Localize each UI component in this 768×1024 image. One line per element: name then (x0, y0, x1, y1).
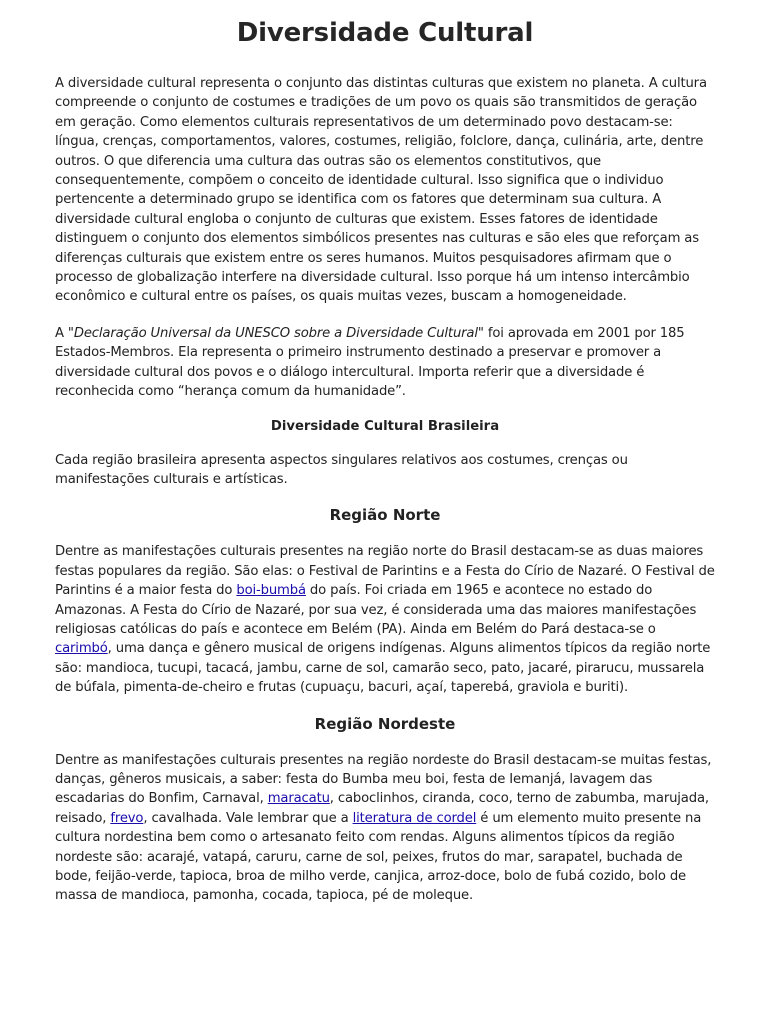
page-title: Diversidade Cultural (236, 18, 534, 48)
unesco-declaration-title: Declaração Universal da UNESCO sobre a Diversidade Cultural (73, 325, 478, 341)
maracatu-link[interactable]: maracatu (267, 791, 330, 807)
northeast-text-4: é um elemento muito presente na cultura nordestina bem como o artesanato feito com rendas. Alguns alimentos típicos da região nordeste são: acarajé, vatapá, caruru, carne de sol, peixes, frutos do mar, sarapatel, buchada de bode, feijão-verde, tapioca, broa de milho verde, canjica, arroz-doce, bolo de fubá cozido, bolo de massa de mandioca, pamonha, cocada, tapioca, pé de moleque. (55, 810, 702, 904)
boi-bumba-link[interactable]: boi-bumbá (236, 583, 306, 599)
region-north-heading: Região Norte (329, 506, 441, 525)
region-northeast-heading: Região Nordeste (314, 714, 456, 733)
intro-paragraph-2 (55, 324, 715, 402)
northeast-text-1: Dentre as manifestações culturais presentes na região nordeste do Brasil destacam-se muitas festas, danças, gêneros musicais, a saber: festa do Bumba meu boi, festa de Iemanjá, lavagem das escadarias do Bonfim, Carnaval, (55, 752, 712, 807)
carimbo-link[interactable]: carimbó (55, 641, 108, 657)
region-northeast-paragraph (55, 751, 715, 906)
northeast-text-3: , cavalhada. Vale lembrar que a (143, 810, 353, 826)
region-north-paragraph (55, 542, 715, 697)
brazil-diversity-heading: Diversidade Cultural Brasileira (270, 418, 500, 434)
frevo-link[interactable]: frevo (110, 810, 144, 826)
north-text-1: Dentre as manifestações culturais presentes na região norte do Brasil destacam-se as duas maiores festas populares da região. São elas: o Festival de Parintins e a Festa do Círio de Nazaré. O Festival de Parintins é a maior festa do (55, 544, 715, 599)
brazil-diversity-paragraph: Cada região brasileira apresenta aspectos singulares relativos aos costumes, crenças ou manifestações culturais e artísticas. (55, 452, 628, 487)
intro-paragraph-1: A diversidade cultural representa o conjunto das distintas culturas que existem no planeta. A cultura compreende o conjunto de costumes e tradições de um povo os quais são transmitidos de geração em geração. Como elementos culturais representativos de um determinado povo destacam-se: língua, crenças, comportamentos, valores, costumes, religião, folclore, dança, culinária, arte, dentre outros. O que diferencia uma cultura das outras são os elementos constitutivos, que consequentemente, compõem o conceito de identidade cultural. Isso significa que o individuo pertencente a determinado grupo se identifica com os fatores que determinam sua cultura. A diversidade cultural engloba o conjunto de culturas que existem. Esses fatores de identidade distinguem o conjunto dos elementos simbólicos presentes nas culturas e são eles que reforçam as diferenças culturais que existem entre os seres humanos. Muitos pesquisadores afirmam que o processo de globalização interfere na diversidade cultural. Isso porque há um intenso intercâmbio econômico e cultural entre os países, os quais muitas vezes, buscam a homogeneidade. (55, 76, 707, 305)
northeast-text-2: , caboclinhos, ciranda, coco, terno de zabumba, marujada, reisado, (55, 791, 709, 826)
literatura-de-cordel-link[interactable]: literatura de cordel (352, 810, 477, 826)
north-text-3: , uma dança e gênero musical de origens indígenas. Alguns alimentos típicos da região norte são: mandioca, tucupi, tacacá, jambu, carne de sol, camarão seco, pato, jacaré, pirarucu, mussarela de búfala, pimenta-de-cheiro e frutas (cupuaçu, bacuri, açaí, taperebá, graviola e buriti). (55, 641, 711, 696)
north-text-2: do país. Foi criada em 1965 e acontece no estado do Amazonas. A Festa do Círio de Nazaré, por sua vez, é considerada uma das maiores manifestações religiosas católicas do país e acontece em Belém (PA). Ainda em Belém do Pará destaca-se o (55, 583, 697, 637)
p2-pre: A " (55, 325, 74, 341)
p2-post: " foi aprovada em 2001 por 185 Estados-Membros. Ela representa o primeiro instrumento destinado a preservar e promover a diversidade cultural dos povos e o diálogo intercultural. Importa referir que a diversidade é reconhecida como “herança comum da humanidade”. (55, 325, 685, 400)
document-page (55, 18, 715, 923)
